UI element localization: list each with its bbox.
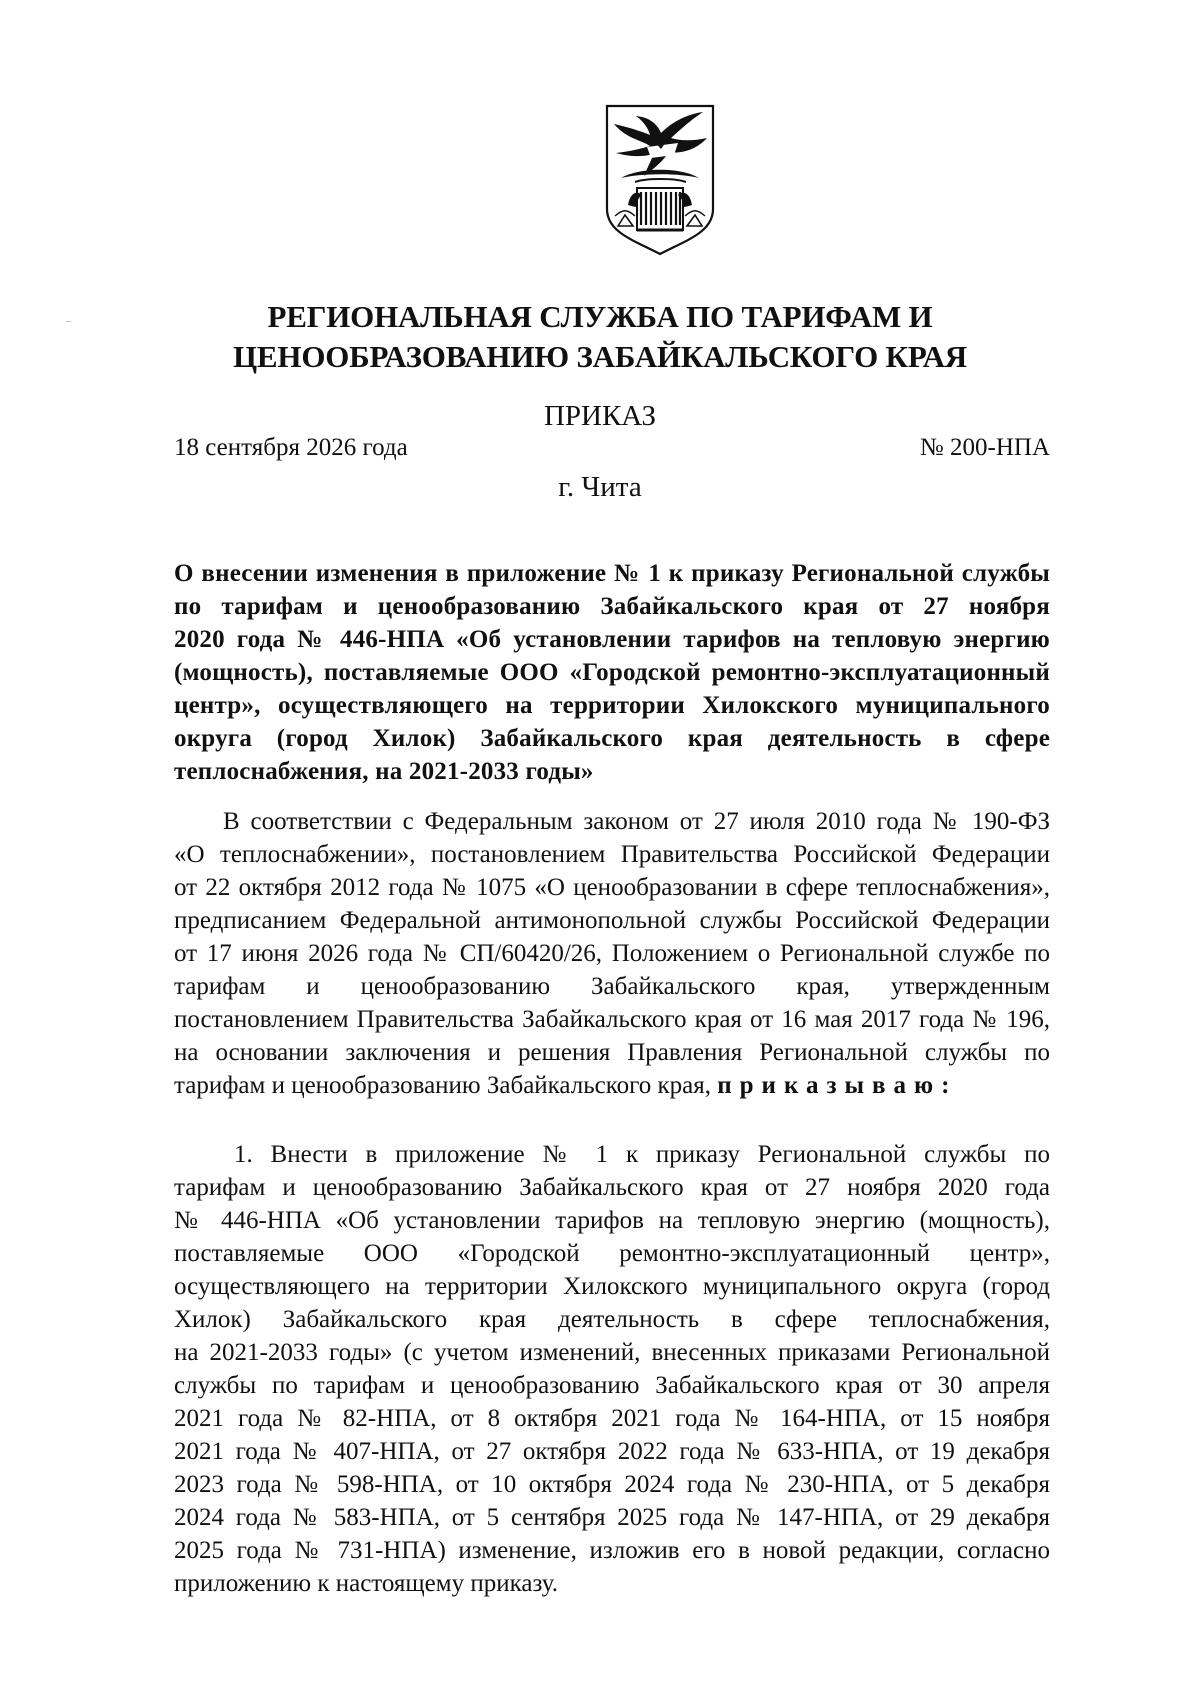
document-type: ПРИКАЗ	[543, 400, 657, 432]
order-verb: приказываю:	[717, 1072, 958, 1099]
item-1-line-3: № 446-НПА «Об установлении тарифов на тепловую энергию (мощность),	[174, 1207, 1050, 1234]
subject-line-2: по тарифам и ценообразованию Забайкальского края от 27 ноября	[174, 593, 1050, 620]
subject-line-5: центр», осуществляющего на территории Хилокского муниципального	[174, 692, 1050, 719]
item-1-line-12: 2024 года № 583-НПА, от 5 сентября 2025 года № 147-НПА, от 29 декабря	[174, 1504, 1050, 1531]
document-number: № 200-НПА	[919, 434, 1050, 461]
item-1-line-5: осуществляющего на территории Хилокского муниципального округа (город	[174, 1273, 1050, 1300]
document-subject	[174, 557, 1050, 788]
subject-line-6: округа (город Хилок) Забайкальского края деятельность в сфере	[174, 725, 1050, 752]
zabaikalsky-krai-coat-of-arms-icon	[605, 104, 715, 256]
subject-line-3: 2020 года № 446-НПА «Об установлении тарифов на тепловую энергию	[174, 626, 1050, 653]
preamble-line-4: предписанием Федеральной антимонопольной службы Российской Федерации	[174, 907, 1050, 934]
organization-title-line-1: РЕГИОНАЛЬНАЯ СЛУЖБА ПО ТАРИФАМ И	[267, 299, 933, 334]
preamble-line-8: на основании заключения и решения Правления Региональной службы по	[174, 1039, 1050, 1066]
scan-margin-mark	[66, 321, 71, 322]
preamble-line-1: В соответствии с Федеральным законом от 27 июля 2010 года № 190-ФЗ	[223, 808, 1050, 835]
preamble-line-9	[174, 1069, 1050, 1102]
item-1-line-13: 2025 года № 731-НПА) изменение, изложив его в новой редакции, согласно	[174, 1537, 1050, 1564]
item-1-line-6: Хилок) Забайкальского края деятельность в сфере теплоснабжения,	[174, 1306, 1050, 1333]
item-1-line-14: приложению к настоящему приказу.	[174, 1570, 559, 1597]
document-date: 18 сентября 2026 года	[174, 434, 408, 461]
item-1-line-1: 1. Внести в приложение № 1 к приказу Региональной службы по	[234, 1141, 1050, 1168]
subject-line-1: О внесении изменения в приложение № 1 к приказу Региональной службы	[174, 560, 1050, 587]
preamble-line-7: постановлением Правительства Забайкальского края от 16 мая 2017 года № 196,	[174, 1006, 1050, 1033]
item-1-line-7: на 2021-2033 годы» (с учетом изменений, внесенных приказами Региональной	[174, 1339, 1050, 1366]
subject-line-4: (мощность), поставляемые ООО «Городской ремонтно-эксплуатационный	[174, 659, 1050, 686]
order-item-1	[174, 1138, 1050, 1600]
item-1-line-10: 2021 года № 407-НПА, от 27 октября 2022 года № 633-НПА, от 19 декабря	[174, 1438, 1050, 1465]
preamble-line-2: «О теплоснабжении», постановлением Правительства Российской Федерации	[174, 841, 1050, 868]
item-1-line-8: службы по тарифам и ценообразованию Забайкальского края от 30 апреля	[174, 1372, 1050, 1399]
item-1-line-9: 2021 года № 82-НПА, от 8 октября 2021 года № 164-НПА, от 15 ноября	[174, 1405, 1050, 1432]
item-1-line-2: тарифам и ценообразованию Забайкальского края от 27 ноября 2020 года	[174, 1174, 1050, 1201]
preamble-paragraph	[174, 805, 1050, 1102]
subject-line-7: теплоснабжения, на 2021-2033 годы»	[174, 758, 594, 785]
preamble-line-5: от 17 июня 2026 года № СП/60420/26, Положением о Региональной службе по	[174, 940, 1050, 967]
preamble-final-text: тарифам и ценообразованию Забайкальского края,	[174, 1072, 718, 1099]
preamble-line-3: от 22 октября 2012 года № 1075 «О ценообразовании в сфере теплоснабжения»,	[174, 874, 1050, 901]
item-1-line-4: поставляемые ООО «Городской ремонтно-эксплуатационный центр»,	[174, 1240, 1050, 1267]
item-1-line-11: 2023 года № 598-НПА, от 10 октября 2024 года № 230-НПА, от 5 декабря	[174, 1471, 1050, 1498]
organization-title-line-2: ЦЕНООБРАЗОВАНИЮ ЗАБАЙКАЛЬСКОГО КРАЯ	[233, 339, 967, 374]
document-city: г. Чита	[558, 471, 642, 503]
preamble-line-6: тарифам и ценообразованию Забайкальского края, утвержденным	[174, 973, 1050, 1000]
